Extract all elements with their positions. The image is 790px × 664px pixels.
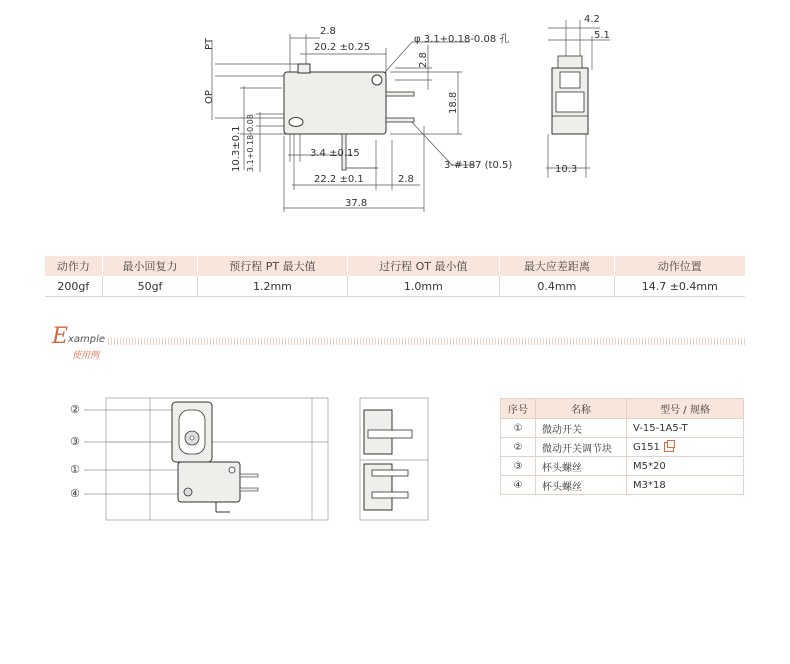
- dim-3-4: 3.4 ±0.15: [310, 148, 360, 159]
- dim-22-2: 22.2 ±0.1: [314, 174, 364, 185]
- table-row: [501, 419, 744, 438]
- copy-link-icon[interactable]: [664, 442, 674, 452]
- part-model-cell: [627, 438, 744, 457]
- part-name: 杯头螺丝: [536, 457, 627, 476]
- spec-header: 最小回复力: [102, 256, 198, 276]
- spec-value: 1.0mm: [347, 276, 500, 297]
- callout-4: ④: [70, 487, 80, 500]
- spec-header: 动作位置: [614, 256, 745, 276]
- part-name: 微动开关: [536, 419, 627, 438]
- part-model: V-15-1A5-T: [627, 419, 744, 438]
- dim-187: 3-#187 (t0.5): [444, 160, 513, 171]
- pt-label: PT: [204, 37, 215, 50]
- part-no: ①: [501, 419, 536, 438]
- spec-value: 14.7 ±0.4mm: [614, 276, 745, 297]
- switch-drawing-svg: [0, 0, 790, 240]
- dim-20-2: 20.2 ±0.25: [314, 42, 371, 53]
- spec-value-row: [45, 276, 745, 297]
- example-word: xample: [68, 334, 106, 345]
- parts-header-name: 名称: [536, 399, 627, 419]
- dim-37-8: 37.8: [345, 198, 368, 209]
- dim-5-1: 5.1: [594, 30, 610, 41]
- part-name: 微动开关调节块: [536, 438, 627, 457]
- spec-value: 200gf: [45, 276, 102, 297]
- parts-header-no: 序号: [501, 399, 536, 419]
- table-row: [501, 438, 744, 457]
- parts-header-row: [501, 399, 744, 419]
- callout-3: ③: [70, 435, 80, 448]
- dim-4-2: 4.2: [584, 14, 600, 25]
- dim-2-8-right: 2.8: [418, 52, 429, 68]
- spec-value: 50gf: [102, 276, 198, 297]
- example-letter: E: [52, 324, 69, 349]
- switch-side-view: [552, 56, 588, 134]
- table-row: [501, 476, 744, 495]
- part-name: 杯头螺丝: [536, 476, 627, 495]
- dim-10-3-side: 10.3: [555, 164, 578, 175]
- spec-table: [45, 256, 745, 297]
- part-model: M5*20: [627, 457, 744, 476]
- part-model: M3*18: [627, 476, 744, 495]
- dim-3-1: 3.1+0.18-0.08: [246, 114, 255, 172]
- dim-2-8-bottom: 2.8: [398, 174, 414, 185]
- dim-2-8-top: 2.8: [320, 26, 336, 37]
- spec-value: 1.2mm: [198, 276, 347, 297]
- callout-2: ②: [70, 403, 80, 416]
- part-no: ③: [501, 457, 536, 476]
- dim-10-3-left: 10.3±0.1: [231, 125, 242, 172]
- spec-value: 0.4mm: [500, 276, 614, 297]
- example-divider: [108, 338, 746, 345]
- part-no: ④: [501, 476, 536, 495]
- table-row: [501, 457, 744, 476]
- example-cn: 使用例: [72, 351, 100, 361]
- spec-header: 过行程 OT 最小值: [347, 256, 500, 276]
- part-model: G151: [633, 441, 660, 453]
- spec-header: 动作力: [45, 256, 102, 276]
- dim-hole: φ 3.1+0.18-0.08 孔: [414, 34, 510, 45]
- spec-header-row: [45, 256, 745, 276]
- spec-header: 最大应差距离: [500, 256, 614, 276]
- part-no: ②: [501, 438, 536, 457]
- callout-1: ①: [70, 463, 80, 476]
- dim-18-8: 18.8: [448, 91, 459, 114]
- op-label: OP: [204, 90, 215, 104]
- parts-table: [500, 398, 744, 495]
- spec-header: 预行程 PT 最大值: [198, 256, 347, 276]
- parts-header-model: 型号 / 规格: [627, 399, 744, 419]
